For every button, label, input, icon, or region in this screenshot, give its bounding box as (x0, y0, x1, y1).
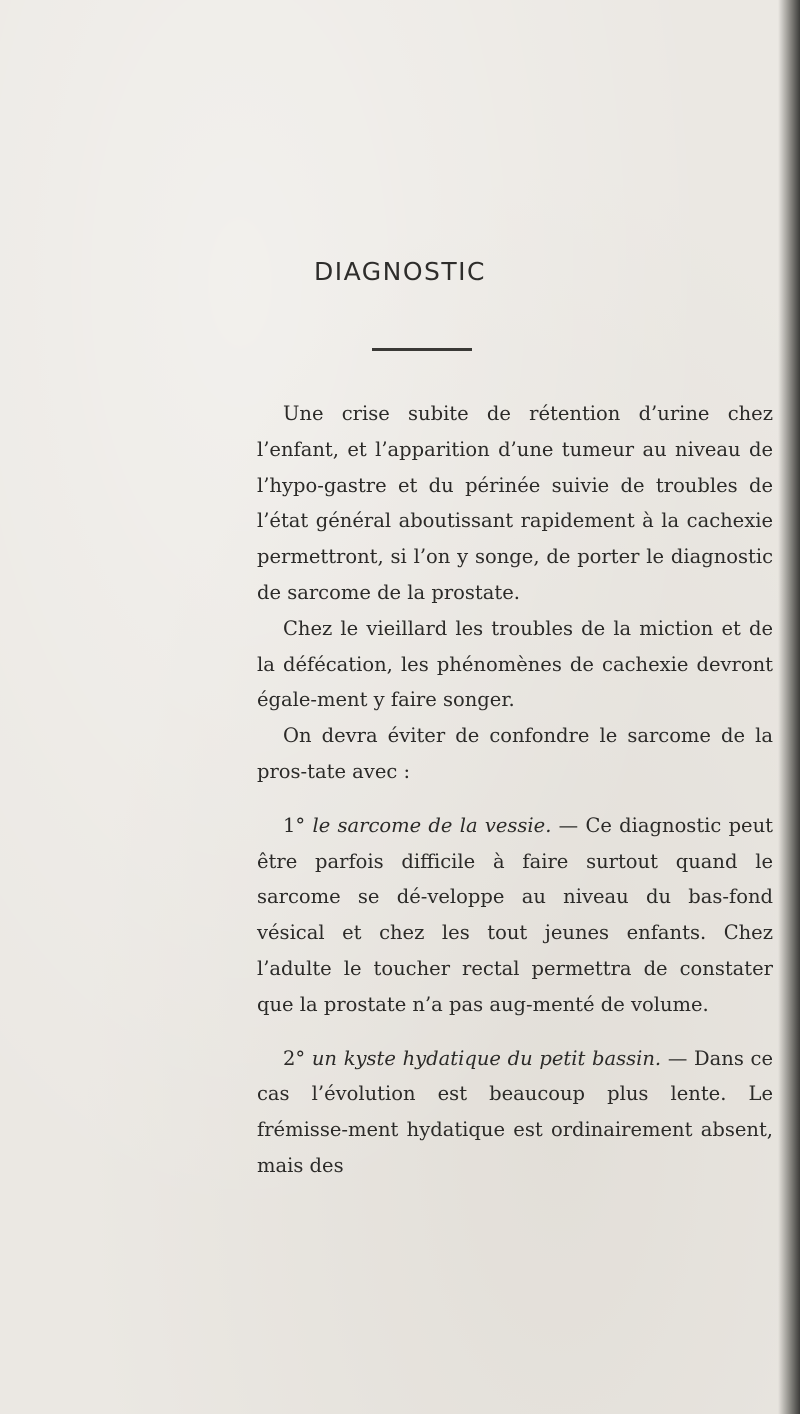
list-item-2 (257, 1041, 773, 1184)
item-heading: le sarcome de la vessie. (312, 813, 552, 837)
paragraph-3: On devra éviter de confondre le sarcome de la pros-tate avec : (257, 724, 773, 783)
item-number: 1° (283, 813, 306, 837)
item-heading: un kyste hydatique du petit bassin. (311, 1046, 662, 1070)
page-binding-shadow (778, 0, 800, 1414)
list-item-1 (257, 808, 773, 1023)
chapter-title: DIAGNOSTIC (313, 257, 486, 286)
item-text: — Ce diagnostic peut être parfois difficile à faire surtout quand le sarcome se dé-veloppe au niveau du bas-fond vésical et chez les tout jeunes enfants. Chez l’adulte le toucher rectal permettra de constater que la prostate n’a pas aug-menté de volume. (257, 813, 773, 1016)
item-text: — Dans ce cas l’évolution est beaucoup plus lente. Le frémisse-ment hydatique est ordinairement absent, mais des (257, 1046, 773, 1177)
paragraph-2: Chez le vieillard les troubles de la miction et de la défécation, les phénomènes de cachexie devront égale-ment y faire songer. (257, 616, 773, 712)
title-rule (372, 348, 472, 351)
item-number: 2° (283, 1046, 306, 1070)
paragraph-1: Une crise subite de rétention d’urine chez l’enfant, et l’apparition d’une tumeur au niveau de l’hypo-gastre et du périnée suivie de troubles de l’état général aboutissant rapidement à la cachexie permettront, si l’on y songe, de porter le diagnostic de sarcome de la prostate. (257, 402, 773, 604)
body-text (257, 396, 773, 1184)
